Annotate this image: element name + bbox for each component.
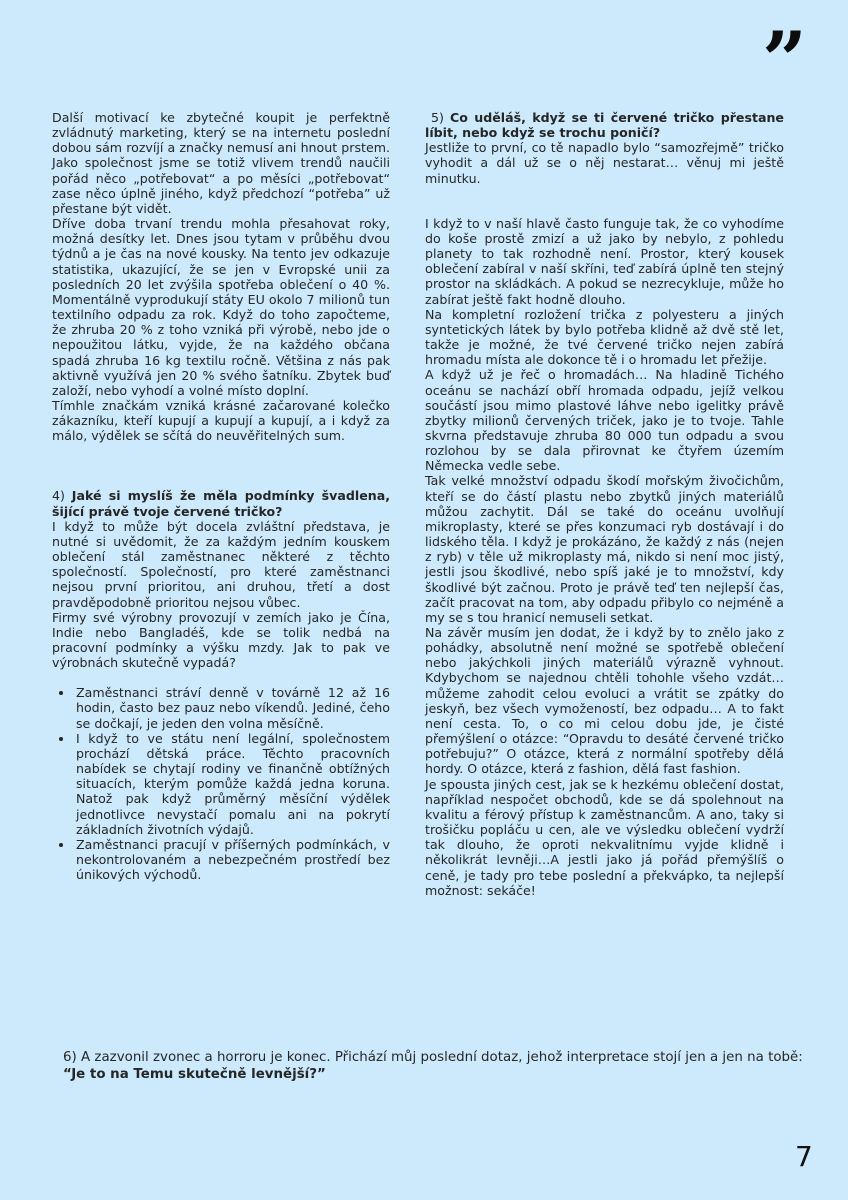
list-item: • Zaměstnanci pracují v příšerných podmínkách, v nekontrolovaném a nebezpečném prostředí bez únikových východů. [74, 837, 390, 882]
section-4-paragraph-1: I když to může být docela zvláštní představa, je nutné si uvědomit, že za každým jedním kouskem oblečení stál zaměstnanec některé z těchto společností. Společností, pro které zaměstnanci nejsou první prioritou, ani druhou, třetí a dost pravděpodobně prioritou nejsou vůbec. [52, 518, 390, 610]
section-4-number: 4) [52, 488, 65, 504]
page-number: 7 [795, 1140, 813, 1173]
left-column [52, 110, 390, 882]
right-column [425, 110, 784, 898]
section-4-question: Jaké si myslíš že měla podmínky švadlena, šijící právě tvoje červené tričko? [52, 488, 390, 519]
section-5-paragraph-3: A když už je řeč o hromadách… Na hladině Tichého oceánu se nachází obří hromada odpadu, jejíž velkou součástí jsou mimo plastové láhve nebo igelitky právě zbytky milionů červených triček, jako je to tvoje. Tahle skvrna představuje zhruba 80 000 tun odpadu a svou rozlohou by se dala přirovnat ke čtyřem územím Německa vedle sebe. [425, 367, 784, 474]
section-4-paragraph-2: Firmy své výrobny provozují v zemích jako je Čína, Indie nebo Bangladéš, kde se tolik nedbá na pracovní podmínky a výšku mzdy. Jak to pak ve výrobnách skutečně vypadá? [52, 609, 390, 671]
intro-paragraph-3: Tímhle značkám vzniká krásné začarované kolečko zákazníku, kteří kupují a kupují a kupují, a i když za málo, výdělek se sčítá do neuvěřitelných sum. [52, 397, 390, 444]
section-5-paragraph-1: I když to v naší hlavě často funguje tak, že co vyhodíme do koše prostě zmizí a už jako by nebylo, z pohledu planety to tak rozhodně není. Prostor, který kousek oblečení zabíral v naší skříni, teď zabírá úplně ten stejný prostor na skládkách. A pokud se nezrecykluje, může ho zabírat ještě fakt hodně dlouho. [425, 215, 784, 307]
section-4-heading [52, 488, 390, 518]
section-5-paragraph-2: Na kompletní rozložení trička z polyesteru a jiných syntetických látek by bylo potřeba klidně až dvě stě let, takže je možné, že tvé červené tričko nejen zabírá hromadu místa ale dokonce tě i o hromadu let přežije. [425, 306, 784, 368]
quotation-mark-icon: ” [762, 15, 803, 106]
section-5-paragraph-5: Na závěr musím jen dodat, že i když by to znělo jako z pohádky, absolutně není možné se spotřebě oblečení nebo jakýchkoli jiných materiálů výrazně vyhnout. Kdybychom se najednou chtěli tohohle všeho vzdát…můžeme zahodit celou evoluci a vrátit se zpátky do jeskyň, bez všech vymožeností, bez odpadu… A to fakt není cesta. To, o co mi celou dobu jde, je čisté přemýšlení o otázce: “Opravdu to desáté červené tričko potřebuju?” O otázce, která z normální spotřeby dělá hordy. O otázce, která z fashion, dělá fast fashion. [425, 625, 784, 777]
section-5-question: Co uděláš, když se ti červené tričko přestane líbit, nebo když se trochu poničí? [425, 110, 784, 141]
section-5-lead: Jestliže to první, co tě napadlo bylo “samozřejmě” tričko vyhodit a dál už se o něj nestarat… věnuj mi ještě minutku. [425, 140, 784, 186]
list-item: • I když to ve státu není legální, společnostem prochází dětská práce. Těchto pracovních nabídek se chytají rodiny ve finančně obtížných situacích, kterým pomůže každá jedna koruna. Natož pak když průměrný měsíční výdělek jednotlivce nevystačí pomalu ani na pokrytí základních životních výdajů. [74, 731, 390, 837]
section-6-question: “Je to na Temu skutečně levnější?” [63, 1066, 326, 1082]
section-5-number: 5) [431, 110, 444, 125]
section-6-number: 6) [63, 1050, 77, 1065]
intro-paragraph-1: Další motivací ke zbytečné koupit je perfektně zvládnutý marketing, který se na internetu poslední dobou sám rozvíjí a značky nemusí ani hnout prstem. Jako společnost jsme se totiž vlivem trendů naučili pořád něco „potřebovat“ a po měsíci „potřebovat“ zase něco úplně jiného, když předchozí “potřeba” už přestane být vidět. [52, 110, 390, 216]
final-question-block [63, 1050, 803, 1083]
section-5-paragraph-6: Je spousta jiných cest, jak se k hezkému oblečení dostat, například nespočet obchodů, kde se dá spolehnout na kvalitu a férový přístup k zaměstnancům. A ano, taky si trošičku popláču u cen, ale ve výsledku oblečení vydrží tak dlouho, že oproti nekvalitnímu vyjde klidně i několikrát levněji…A jestli jako já pořád přemýšlíš o ceně, je tady pro tebe poslední a překvápko, ta nejlepší možnost: sekáče! [425, 776, 784, 898]
section-5-heading [425, 110, 784, 140]
working-conditions-list [52, 685, 390, 882]
section-6-text: A zazvonil zvonec a horroru je konec. Přichází můj poslední dotaz, jehož interpretace stojí jen a jen na tobě: [81, 1050, 803, 1065]
section-5-paragraph-4: Tak velké množství odpadu škodí mořským živočichům, kteří se do částí plastu nebo zbytků jiných materiálů můžou zachytit. Dál se také do oceánu uvolňují mikroplasty, které se přes konzumaci ryb dostávají i do lidského těla. I když je prokázáno, že každý z nás (nejen z ryb) v těle už mikroplasty má, nikdo si není moc jistý, jestli jsou škodlivé, nebo spíš jaké je to množství, kdy škodlivé být začnou. Proto je právě teď ten nejlepší čas, začít pracovat na tom, aby odpadu přibylo co nejméně a my se s tou hranicí nemuseli setkat. [425, 473, 784, 625]
intro-paragraph-2: Dříve doba trvaní trendu mohla přesahovat roky, možná desítky let. Dnes jsou tytam v průběhu dvou týdnů a je čas na nové kousky. Na tento jev odkazuje statistika, ukazující, že se jen v Evropské unii za posledních 20 let zvýšila spotřeba oblečení o 40 %. Momentálně vyprodukují státy EU okolo 7 milionů tun textilního odpadu za rok. Když do toho započteme, že zhruba 20 % z toho vzniká při výrobě, nebo jde o nepoužitou látku, vyjde, že na každého občana spadá zhruba 16 kg textilu ročně. Většina z nás pak aktivně využívá jen 20 % svého šatníku. Zbytek buď založí, nebo vyhodí a volné místo doplní. [52, 216, 390, 398]
list-item: • Zaměstnanci stráví denně v továrně 12 až 16 hodin, často bez pauz nebo víkendů. Jediné, čeho se dočkají, je jeden den volna měsíčně. [74, 685, 390, 730]
